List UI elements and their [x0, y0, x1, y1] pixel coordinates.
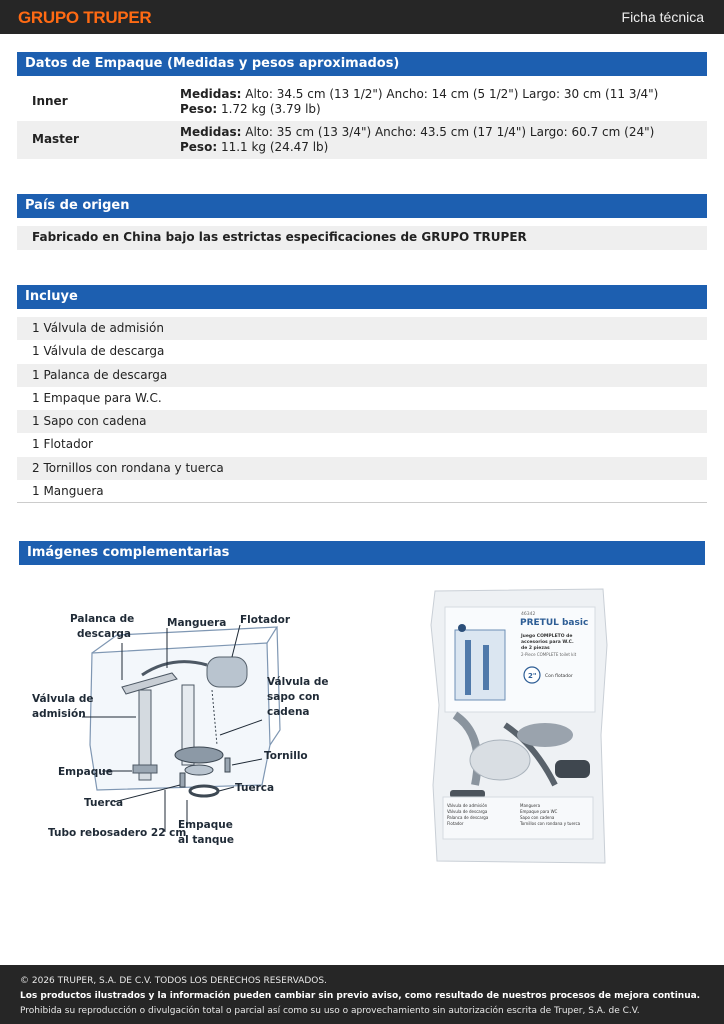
label-valvula-admision-line1: Válvula de — [32, 693, 94, 705]
packaging-row-value: Medidas: Alto: 34.5 cm (13 1/2") Ancho: 14 cm (5 1/2") Largo: 30 cm (11 3/4") Peso: 1.72 kg (3.79 lb) — [180, 87, 659, 116]
label-tubo-rebosadero: Tubo rebosadero 22 cm — [48, 827, 187, 839]
list-item: 1 Sapo con cadena — [17, 410, 707, 433]
pack-headline-1: Juego COMPLETO de — [521, 634, 573, 639]
pack-subtitle: 2-Piece COMPLETE toilet kit — [521, 652, 577, 657]
pack-brand: PRETUL basic — [520, 618, 589, 628]
pack-headline-2: accesorios para W.C. — [521, 640, 574, 645]
label-palanca-line1: Palanca de — [70, 613, 135, 625]
footer-copyright: © 2026 TRUPER, S.A. DE C.V. TODOS LOS DERECHOS RESERVADOS. — [20, 976, 327, 986]
origin-text: Fabricado en China bajo las estrictas especificaciones de GRUPO TRUPER — [17, 226, 707, 250]
product-package-image — [425, 585, 610, 867]
label-palanca-line2: descarga — [77, 628, 131, 640]
packaging-row-label: Master — [32, 132, 79, 146]
pack-list-left-1: Válvula de descarga — [447, 809, 488, 814]
pack-list-left-0: Válvula de admisión — [447, 803, 488, 808]
footer — [0, 965, 724, 1024]
pack-code: 46342 — [521, 612, 536, 617]
pack-list-left-3: Flotador — [447, 821, 464, 826]
label-empaque: Empaque — [58, 766, 113, 778]
pack-headline-3: de 2 piezas — [521, 646, 550, 651]
list-item: 1 Válvula de admisión — [17, 317, 707, 340]
list-item: 1 Flotador — [32, 437, 93, 452]
label-valvula-sapo-line2: sapo con — [267, 691, 320, 703]
label-valvula-sapo-line3: cadena — [267, 706, 310, 718]
label-tuerca-right: Tuerca — [235, 782, 275, 794]
label-flotador: Flotador — [240, 614, 290, 626]
gasket-shape — [190, 786, 218, 796]
document-type: Ficha técnica — [621, 9, 704, 25]
packaging-row-value: Medidas: Alto: 35 cm (13 3/4") Ancho: 43.5 cm (17 1/4") Largo: 60.7 cm (24") Peso: 11.1 kg (24.47 lb) — [180, 125, 655, 154]
includes-list — [17, 317, 707, 503]
top-bar — [0, 0, 724, 34]
list-item: 1 Válvula de descarga — [32, 344, 165, 359]
packaging-row-label: Inner — [32, 94, 68, 108]
label-manguera: Manguera — [167, 617, 227, 629]
pack-list-right-2: Sapo con cadena — [520, 815, 555, 820]
pack-list-left-2: Palanca de descarga — [447, 815, 489, 820]
section-header-origin: País de origen — [17, 194, 707, 218]
pack-con-flotador: Con flotador — [545, 674, 573, 679]
pack-badge-text: 2" — [528, 672, 537, 680]
list-item: 1 Manguera — [17, 480, 707, 503]
kit-diagram-image — [22, 595, 342, 860]
footer-notice: Los productos ilustrados y la información pueden cambiar sin previo aviso, como resultado de nuestros procesos de mejora continua. — [20, 991, 701, 1001]
flapper-shape — [175, 747, 223, 763]
label-empaque-tanque-line2: al tanque — [178, 834, 235, 846]
packaging-row-inner — [17, 84, 707, 120]
label-valvula-sapo-line1: Válvula de — [267, 676, 329, 688]
section-header-includes: Incluye — [17, 285, 707, 309]
packaging-row-master — [17, 121, 707, 159]
footer-prohibition: Prohibida su reproducción o divulgación total o parcial así como su uso o aprovechamiento sin autorización escrita de Truper, S.A. de C.V. — [20, 1006, 640, 1016]
label-tuerca-left: Tuerca — [84, 797, 124, 809]
label-empaque-tanque-line1: Empaque — [178, 819, 233, 831]
pack-list-right-1: Empaque para WC — [520, 809, 558, 814]
section-header-images: Imágenes complementarias — [19, 541, 705, 565]
pack-list-right-0: Manguera — [520, 803, 541, 808]
float-shape — [207, 657, 247, 687]
section-header-packaging: Datos de Empaque (Medidas y pesos aproximados) — [17, 52, 707, 76]
list-item: 1 Empaque para W.C. — [32, 390, 162, 405]
pack-list-right-3: Tornillos con rondana y tuerca — [520, 821, 581, 826]
list-item: 1 Palanca de descarga — [17, 364, 707, 387]
brand-logo: GRUPO TRUPER — [18, 8, 152, 27]
label-tornillo: Tornillo — [264, 750, 308, 762]
list-item: 2 Tornillos con rondana y tuerca — [17, 457, 707, 480]
label-valvula-admision-line2: admisión — [32, 708, 86, 720]
